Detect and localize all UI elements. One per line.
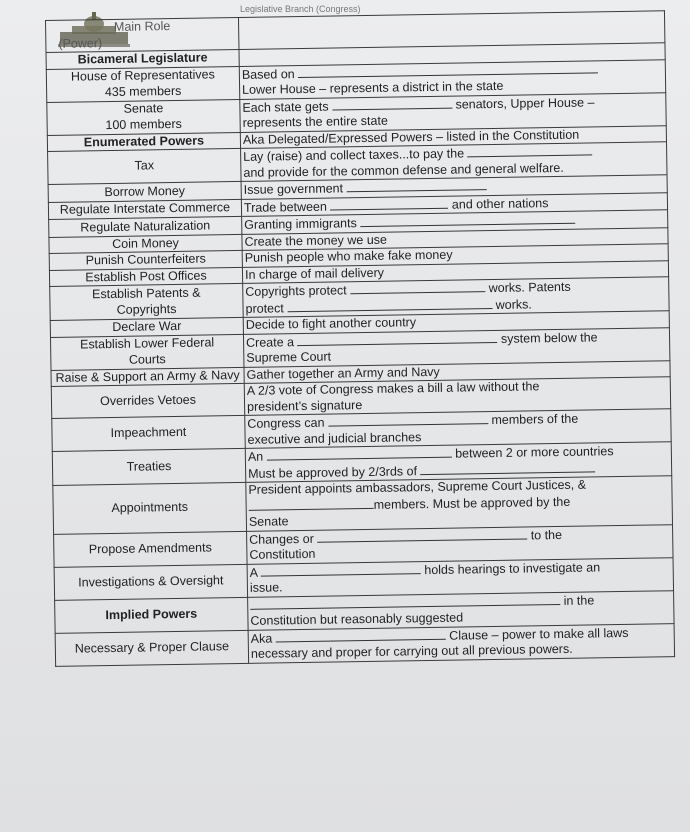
- row-content: Aka Delegated/Expressed Powers – listed in the Constitution: [240, 125, 666, 148]
- row-label-line: Copyrights: [116, 301, 177, 317]
- row-text: holds hearings to investigate an: [424, 559, 601, 577]
- fill-in-blank[interactable]: [360, 212, 575, 227]
- row-text: senators, Upper House –: [455, 94, 595, 112]
- row-text: to the: [530, 527, 563, 542]
- row-text: president’s signature: [246, 397, 363, 414]
- row-label: [46, 66, 239, 102]
- row-text: members of the: [491, 411, 579, 428]
- row-label: [47, 99, 240, 135]
- row-label: Treaties: [52, 448, 246, 485]
- fill-in-blank[interactable]: [297, 330, 497, 345]
- row-label: [50, 283, 244, 320]
- fill-in-blank[interactable]: [276, 627, 446, 642]
- row-text: issue.: [249, 580, 283, 595]
- fill-in-blank[interactable]: [287, 297, 492, 312]
- row-text: works.: [495, 296, 532, 312]
- row-label: Overrides Vetoes: [51, 383, 244, 418]
- row-label: Regulate Interstate Commerce: [48, 199, 241, 220]
- row-content: Create the money we use: [242, 227, 668, 250]
- row-label-line: Senate: [123, 101, 164, 116]
- row-label-line: Establish Lower Federal: [79, 335, 215, 352]
- fill-in-blank[interactable]: [332, 96, 452, 110]
- fill-in-blank[interactable]: [261, 562, 421, 577]
- row-text: system below the: [500, 329, 598, 346]
- row-text: Congress can: [247, 415, 325, 431]
- row-label: [50, 334, 243, 370]
- row-label: Appointments: [53, 482, 247, 534]
- row-text: Issue government: [243, 181, 344, 197]
- row-label: Necessary & Proper Clause: [55, 630, 248, 666]
- row-text: Senate: [248, 514, 289, 529]
- row-text: represents the entire state: [242, 113, 388, 130]
- fill-in-blank[interactable]: [328, 412, 488, 427]
- row-content: [248, 623, 674, 663]
- row-text: between 2 or more countries: [455, 444, 614, 461]
- row-text: works. Patents: [488, 279, 571, 296]
- row-label: Punish Counterfeiters: [49, 250, 242, 270]
- row-text: Trade between: [243, 199, 328, 215]
- row-text: Must be approved by 2/3rds of: [248, 463, 418, 481]
- row-text: A 2/3 vote of Congress makes a bill a law without the: [246, 379, 540, 398]
- fill-in-blank[interactable]: [249, 496, 374, 510]
- row-text: and other nations: [451, 195, 549, 212]
- row-label-line: House of Representatives: [70, 67, 215, 84]
- row-content: In charge of mail delivery: [242, 260, 668, 283]
- row-label-line: Courts: [128, 351, 166, 367]
- row-content: [246, 476, 673, 531]
- row-text: members. Must be approved by the: [373, 494, 571, 512]
- row-text: President appoints ambassadors, Supreme Court Justices, &: [248, 477, 587, 497]
- legislative-worksheet-table: [45, 10, 675, 666]
- header-power-label: (Power): [58, 35, 103, 51]
- row-text: Constitution: [249, 546, 316, 562]
- fill-in-blank[interactable]: [330, 196, 448, 210]
- row-text: Lay (raise) and collect taxes...to pay the: [243, 146, 465, 164]
- row-text: in the: [563, 592, 595, 608]
- row-label: Propose Amendments: [54, 531, 247, 567]
- row-label: Coin Money: [49, 234, 242, 254]
- row-label: Implied Powers: [55, 597, 248, 633]
- row-text: An: [247, 449, 264, 464]
- row-label: Investigations & Oversight: [54, 564, 247, 600]
- row-label: Raise & Support an Army & Navy: [51, 367, 244, 387]
- row-text: Clause – power to make all laws: [449, 625, 629, 643]
- row-label-line: Establish Patents &: [92, 285, 201, 302]
- row-label: Enumerated Powers: [47, 132, 240, 152]
- fill-in-blank[interactable]: [467, 143, 592, 157]
- row-label-line: 100 members: [105, 116, 182, 132]
- row-text: Supreme Court: [246, 349, 332, 365]
- row-text: Lower House – represents a district in the state: [242, 78, 504, 97]
- header-main-role: [46, 17, 239, 52]
- row-label: Borrow Money: [48, 181, 241, 202]
- row-label: Tax: [48, 148, 241, 184]
- row-text: Granting immigrants: [244, 216, 357, 232]
- row-text: Constitution but reasonably suggested: [250, 610, 464, 628]
- row-text: necessary and proper for carrying out all previous powers.: [250, 641, 573, 661]
- row-text: executive and judicial branches: [247, 429, 422, 447]
- row-text: Based on: [241, 66, 295, 82]
- row-content: Punish people who make fake money: [242, 244, 668, 267]
- page-title: Legislative Branch (Congress): [240, 4, 361, 14]
- fill-in-blank[interactable]: [317, 527, 527, 542]
- fill-in-blank[interactable]: [346, 178, 486, 192]
- row-label: Impeachment: [52, 415, 245, 451]
- row-content: Gather together an Army and Navy: [244, 360, 670, 383]
- row-text: and provide for the common defense and general welfare.: [243, 160, 564, 180]
- row-text: Aka: [250, 631, 273, 646]
- row-label: Establish Post Offices: [49, 267, 242, 287]
- fill-in-blank[interactable]: [298, 61, 598, 78]
- row-text: protect: [245, 300, 284, 316]
- header-main-role-label: Main Role: [113, 19, 171, 34]
- row-text: A: [249, 565, 258, 580]
- row-label-line: 435 members: [104, 83, 182, 99]
- fill-in-blank[interactable]: [350, 280, 485, 294]
- row-text: Changes or: [249, 531, 314, 547]
- row-text: Copyrights protect: [245, 283, 347, 299]
- row-text: Each state gets: [242, 99, 329, 115]
- row-text: Create a: [245, 334, 295, 350]
- fill-in-blank[interactable]: [420, 460, 595, 475]
- row-label: Bicameral Legislature: [46, 49, 239, 69]
- row-content: Decide to fight another country: [243, 311, 669, 334]
- row-label: Regulate Naturalization: [49, 216, 242, 237]
- fill-in-blank[interactable]: [267, 446, 452, 461]
- row-label: Declare War: [50, 317, 243, 337]
